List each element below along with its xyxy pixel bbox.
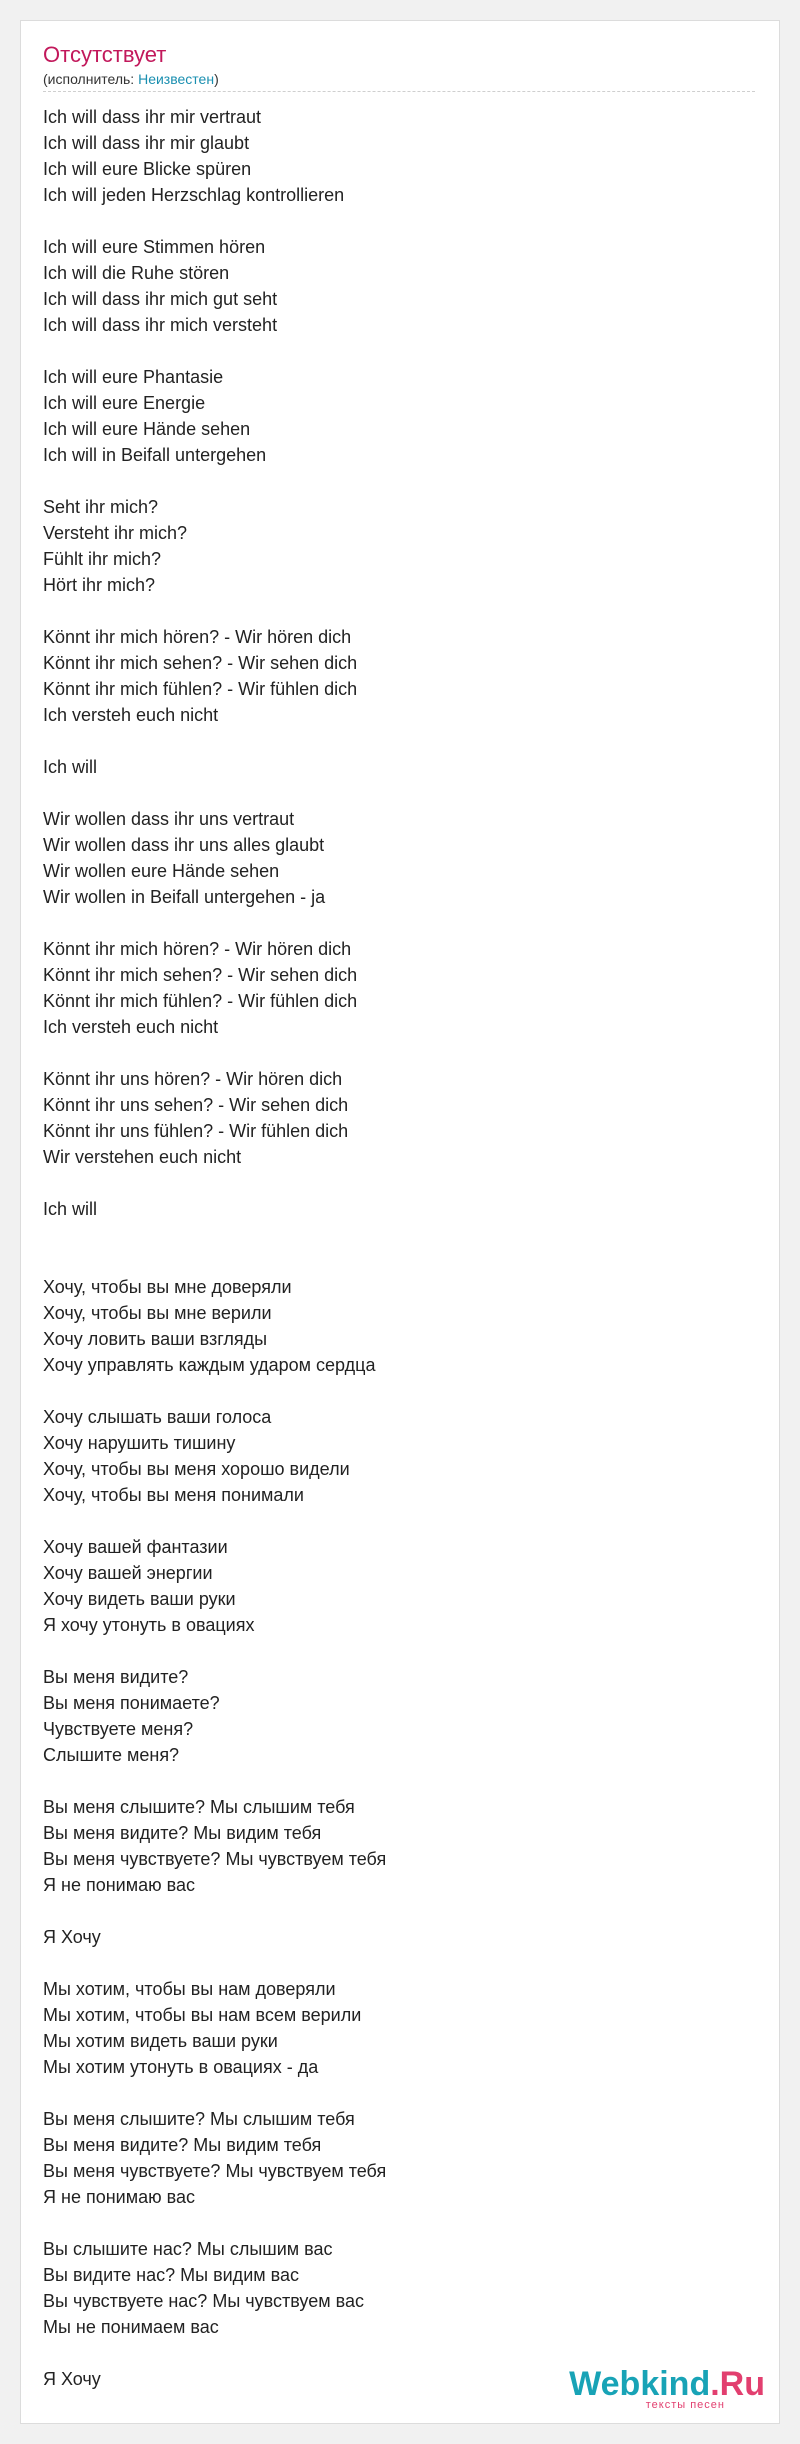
section-gap [43, 1248, 755, 1274]
lyrics-stanza [43, 936, 755, 1040]
artist-prefix: (исполнитель: [43, 71, 139, 87]
lyric-line: Wir wollen eure Hände sehen [43, 861, 280, 881]
lyric-line: Чувствуете меня? [43, 1719, 194, 1739]
lyric-line: Ich will [43, 1199, 98, 1219]
lyrics-stanza [43, 1924, 755, 1950]
lyric-line: Мы хотим, чтобы вы нам всем верили [43, 2005, 362, 2025]
lyric-line: Хочу, чтобы вы мне доверяли [43, 1277, 292, 1297]
lyrics-stanza [43, 1274, 755, 1378]
lyric-line: Мы хотим утонуть в овациях - да [43, 2057, 319, 2077]
artist-link[interactable]: Неизвестен [138, 71, 215, 87]
lyric-line: Ich versteh euch nicht [43, 1017, 219, 1037]
artist-line [43, 71, 219, 87]
brand-name-tld: .Ru [710, 2365, 765, 2403]
lyric-line: Könnt ihr mich fühlen? - Wir fühlen dich [43, 679, 358, 699]
lyric-line: Мы хотим, чтобы вы нам доверяли [43, 1979, 336, 1999]
lyric-line: Вы меня чувствуете? Мы чувствуем тебя [43, 2161, 387, 2181]
lyric-line: Я хочу утонуть в овациях [43, 1615, 255, 1635]
lyrics-stanza [43, 1066, 755, 1170]
lyric-line: Ich will eure Energie [43, 393, 206, 413]
lyric-line: Fühlt ihr mich? [43, 549, 162, 569]
brand-name-main: Webkind [569, 2365, 711, 2403]
lyric-line: Wir verstehen euch nicht [43, 1147, 242, 1167]
lyric-line: Ich will jeden Herzschlag kontrollieren [43, 185, 345, 205]
lyric-line: Ich versteh euch nicht [43, 705, 219, 725]
lyric-line: Könnt ihr mich hören? - Wir hören dich [43, 939, 352, 959]
lyrics-stanza [43, 364, 755, 468]
title-divider [43, 91, 755, 92]
lyrics-stanza [43, 1534, 755, 1638]
lyric-line: Хочу, чтобы вы меня хорошо видели [43, 1459, 350, 1479]
brand-name [569, 2367, 765, 2401]
lyric-line: Я не понимаю вас [43, 1875, 195, 1895]
lyrics-stanza [43, 624, 755, 728]
lyrics-stanza [43, 754, 755, 780]
lyric-line: Wir wollen in Beifall untergehen - ja [43, 887, 326, 907]
lyric-line: Хочу ловить ваши взгляды [43, 1329, 268, 1349]
lyric-line: Вы слышите нас? Мы слышим вас [43, 2239, 333, 2259]
lyric-line: Ich will dass ihr mich gut seht [43, 289, 278, 309]
lyric-line: Ich will eure Hände sehen [43, 419, 251, 439]
lyrics-card [20, 20, 780, 2424]
lyrics-stanza [43, 1664, 755, 1768]
song-title: Отсутствует [43, 42, 167, 67]
lyric-line: Könnt ihr mich sehen? - Wir sehen dich [43, 653, 358, 673]
lyric-line: Ich will dass ihr mir glaubt [43, 133, 250, 153]
lyric-line: Мы хотим видеть ваши руки [43, 2031, 278, 2051]
lyric-line: Ich will eure Phantasie [43, 367, 224, 387]
lyrics-stanza [43, 234, 755, 338]
lyrics-stanza [43, 1794, 755, 1898]
artist-suffix: ) [214, 71, 219, 87]
lyric-line: Вы чувствуете нас? Мы чувствуем вас [43, 2291, 364, 2311]
lyric-line: Könnt ihr mich hören? - Wir hören dich [43, 627, 352, 647]
lyric-line: Seht ihr mich? [43, 497, 159, 517]
lyric-line: Könnt ihr uns hören? - Wir hören dich [43, 1069, 343, 1089]
lyric-line: Versteht ihr mich? [43, 523, 188, 543]
lyrics-stanza [43, 2236, 755, 2340]
lyric-line: Вы меня видите? [43, 1667, 189, 1687]
lyric-line: Ich will dass ihr mich versteht [43, 315, 278, 335]
lyric-line: Вы видите нас? Мы видим вас [43, 2265, 299, 2285]
lyric-line: Könnt ihr mich fühlen? - Wir fühlen dich [43, 991, 358, 1011]
lyric-line: Вы меня слышите? Мы слышим тебя [43, 2109, 355, 2129]
lyrics-stanza [43, 2106, 755, 2210]
lyric-line: Хочу слышать ваши голоса [43, 1407, 272, 1427]
lyric-line: Ich will die Ruhe stören [43, 263, 230, 283]
lyric-line: Ich will in Beifall untergehen [43, 445, 267, 465]
lyric-line: Хочу нарушить тишину [43, 1433, 236, 1453]
lyric-line: Könnt ihr uns fühlen? - Wir fühlen dich [43, 1121, 349, 1141]
lyric-line: Ich will eure Stimmen hören [43, 237, 266, 257]
lyric-line: Ich will eure Blicke spüren [43, 159, 252, 179]
lyrics-body [43, 104, 755, 2418]
lyric-line: Wir wollen dass ihr uns alles glaubt [43, 835, 325, 855]
lyrics-stanza [43, 1976, 755, 2080]
lyric-line: Хочу, чтобы вы меня понимали [43, 1485, 304, 1505]
lyrics-stanza [43, 494, 755, 598]
lyric-line: Слышите меня? [43, 1745, 180, 1765]
lyric-line: Хочу вашей фантазии [43, 1537, 228, 1557]
lyric-line: Вы меня чувствуете? Мы чувствуем тебя [43, 1849, 387, 1869]
lyric-line: Я Хочу [43, 2369, 101, 2389]
lyric-line: Мы не понимаем вас [43, 2317, 219, 2337]
lyric-line: Вы меня видите? Мы видим тебя [43, 1823, 322, 1843]
lyric-line: Вы меня понимаете? [43, 1693, 220, 1713]
lyric-line: Хочу, чтобы вы мне верили [43, 1303, 272, 1323]
lyric-line: Könnt ihr uns sehen? - Wir sehen dich [43, 1095, 349, 1115]
lyric-line: Я Хочу [43, 1927, 101, 1947]
lyrics-stanza [43, 1196, 755, 1222]
lyric-line: Könnt ihr mich sehen? - Wir sehen dich [43, 965, 358, 985]
lyric-line: Hört ihr mich? [43, 575, 156, 595]
lyric-line: Я не понимаю вас [43, 2187, 195, 2207]
lyric-line: Вы меня слышите? Мы слышим тебя [43, 1797, 355, 1817]
lyric-line: Вы меня видите? Мы видим тебя [43, 2135, 322, 2155]
lyric-line: Wir wollen dass ihr uns vertraut [43, 809, 295, 829]
brand-tagline: тексты песен [645, 2399, 725, 2411]
lyrics-stanza [43, 806, 755, 910]
lyrics-stanza [43, 1404, 755, 1508]
webkind-logo[interactable] [569, 2367, 765, 2411]
lyric-line: Хочу управлять каждым ударом сердца [43, 1355, 376, 1375]
lyric-line: Хочу вашей энергии [43, 1563, 213, 1583]
lyric-line: Ich will dass ihr mir vertraut [43, 107, 262, 127]
lyric-line: Хочу видеть ваши руки [43, 1589, 236, 1609]
lyrics-stanza [43, 104, 755, 208]
lyric-line: Ich will [43, 757, 98, 777]
